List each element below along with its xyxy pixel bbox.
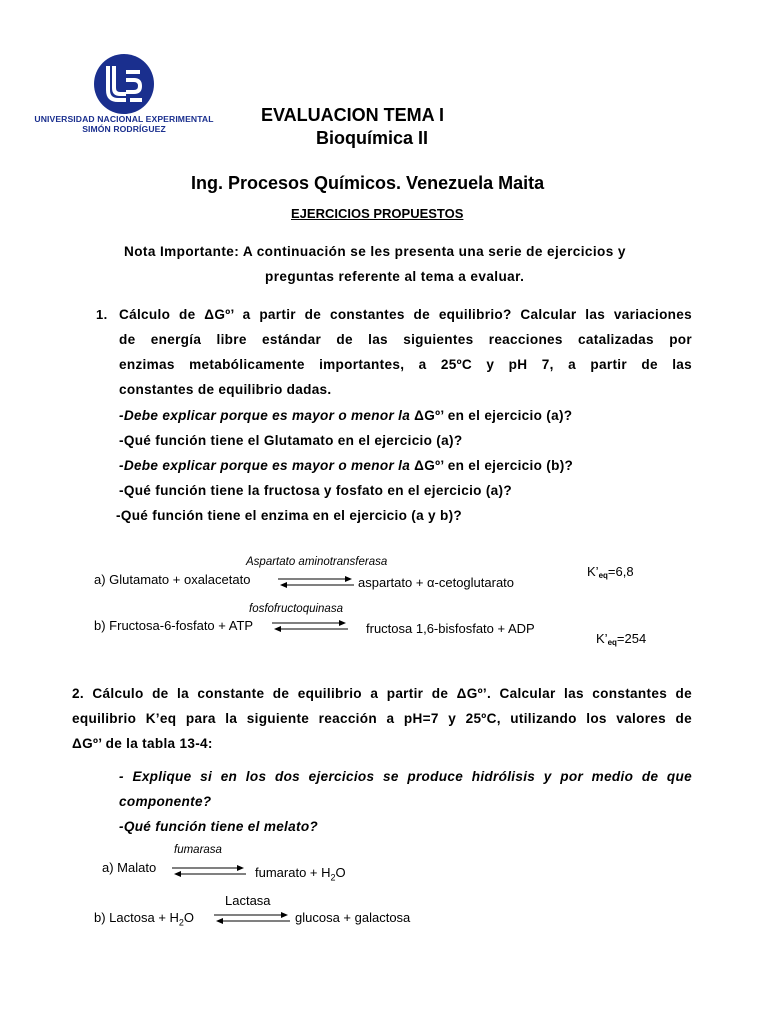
note-line1: Nota Importante: A continuación se les presenta una serie de ejercicios y <box>124 244 626 259</box>
equilibrium-arrows-icon <box>272 619 348 633</box>
keq-subscript: eq <box>607 638 617 647</box>
reaction-1a-products: aspartato + α-cetoglutarato <box>358 575 515 590</box>
exercise-2-line3: ΔGº’ de la tabla 13-4: <box>72 736 213 751</box>
exercise-1-question-1 <box>119 408 572 423</box>
question-1-italic: -Debe explicar porque es mayor o menor la <box>119 408 415 423</box>
reaction-1b-keq <box>596 631 646 647</box>
reaction-2a-products <box>255 865 346 883</box>
subject-title: Bioquímica II <box>316 128 429 148</box>
exercise-1-question-4: -Qué función tiene la fructosa y fosfato en el ejercicio (a)? <box>119 483 512 498</box>
university-name <box>22 114 226 134</box>
keq-value: =6,8 <box>607 564 634 579</box>
reaction-2a-reactants: a) Malato <box>102 860 157 875</box>
exercise-1-question-3 <box>119 458 573 473</box>
question-3-rest: ΔGº’ en el ejercicio (b)? <box>414 458 574 473</box>
exercise-2-question-1-line1: - Explique si en los dos ejercicios se produce hidrólisis y por medio de que <box>119 769 692 784</box>
product-text: fumarato + H <box>255 865 331 880</box>
exercise-1-line1: Cálculo de ΔGº’ a partir de constantes de equilibrio? Calcular las variaciones <box>119 307 692 322</box>
reaction-1a-reactants: a) Glutamato + oxalacetato <box>94 572 251 587</box>
reactant-text-end: O <box>183 910 195 925</box>
keq-value: =254 <box>616 631 647 646</box>
keq-label: K’ <box>596 631 608 646</box>
equilibrium-arrows-icon <box>278 575 354 589</box>
reaction-1b-reactants: b) Fructosa-6-fosfato + ATP <box>94 618 254 633</box>
reaction-2b-enzyme: Lactasa <box>225 893 271 908</box>
reactant-subscript: 2 <box>178 917 184 928</box>
note-line2: preguntas referente al tema a evaluar. <box>265 269 525 284</box>
exercise-2-question-1-line2: componente? <box>119 794 212 809</box>
question-1-rest: ΔGº’ en el ejercicio (a)? <box>414 408 573 423</box>
unesr-emblem-icon <box>22 50 226 114</box>
university-name-line2: SIMÓN RODRÍGUEZ <box>82 124 166 134</box>
exercise-1-number: 1. <box>96 307 108 322</box>
reaction-1b-enzyme: fosfofructoquinasa <box>249 603 343 615</box>
reaction-2b-reactants <box>94 910 194 928</box>
equilibrium-arrows-icon <box>172 864 246 878</box>
reaction-2a-enzyme: fumarasa <box>174 844 222 856</box>
equilibrium-arrows-icon <box>214 911 290 925</box>
exercise-2-line2: equilibrio K’eq para la siguiente reacción a pH=7 y 25ºC, utilizando los valores de <box>72 711 692 726</box>
document-title: EVALUACION TEMA I <box>261 105 444 125</box>
reaction-1b-products: fructosa 1,6-bisfosfato + ADP <box>366 621 535 636</box>
keq-subscript: eq <box>598 571 608 580</box>
exercise-1-question-5: -Qué función tiene el enzima en el ejercicio (a y b)? <box>116 508 463 523</box>
reaction-1a-enzyme: Aspartato aminotransferasa <box>246 556 388 568</box>
exercise-1-question-2: -Qué función tiene el Glutamato en el ejercicio (a)? <box>119 433 463 448</box>
keq-label: K’ <box>587 564 599 579</box>
exercise-2-question-2: -Qué función tiene el melato? <box>119 819 319 834</box>
exercise-2-line1: 2. Cálculo de la constante de equilibrio a partir de ΔGº’. Calcular las constantes de <box>72 686 692 701</box>
section-heading: EJERCICIOS PROPUESTOS <box>291 206 464 221</box>
product-text-end: O <box>335 865 346 880</box>
reaction-1a-keq <box>587 564 634 580</box>
exercise-1-line3: enzimas metabólicamente importantes, a 25ºC y pH 7, a partir de las <box>119 357 692 372</box>
university-name-line1: UNIVERSIDAD NACIONAL EXPERIMENTAL <box>34 114 214 124</box>
question-3-italic: -Debe explicar porque es mayor o menor la <box>119 458 415 473</box>
exercise-1-line4: constantes de equilibrio dadas. <box>119 382 332 397</box>
university-logo <box>22 50 226 138</box>
program-heading: Ing. Procesos Químicos. Venezuela Maita <box>191 173 545 193</box>
exercise-1-line2: de energía libre estándar de las siguientes reacciones catalizadas por <box>119 332 692 347</box>
reactant-text: b) Lactosa + H <box>94 910 179 925</box>
product-subscript: 2 <box>330 872 336 883</box>
reaction-2b-products: glucosa + galactosa <box>295 910 411 925</box>
